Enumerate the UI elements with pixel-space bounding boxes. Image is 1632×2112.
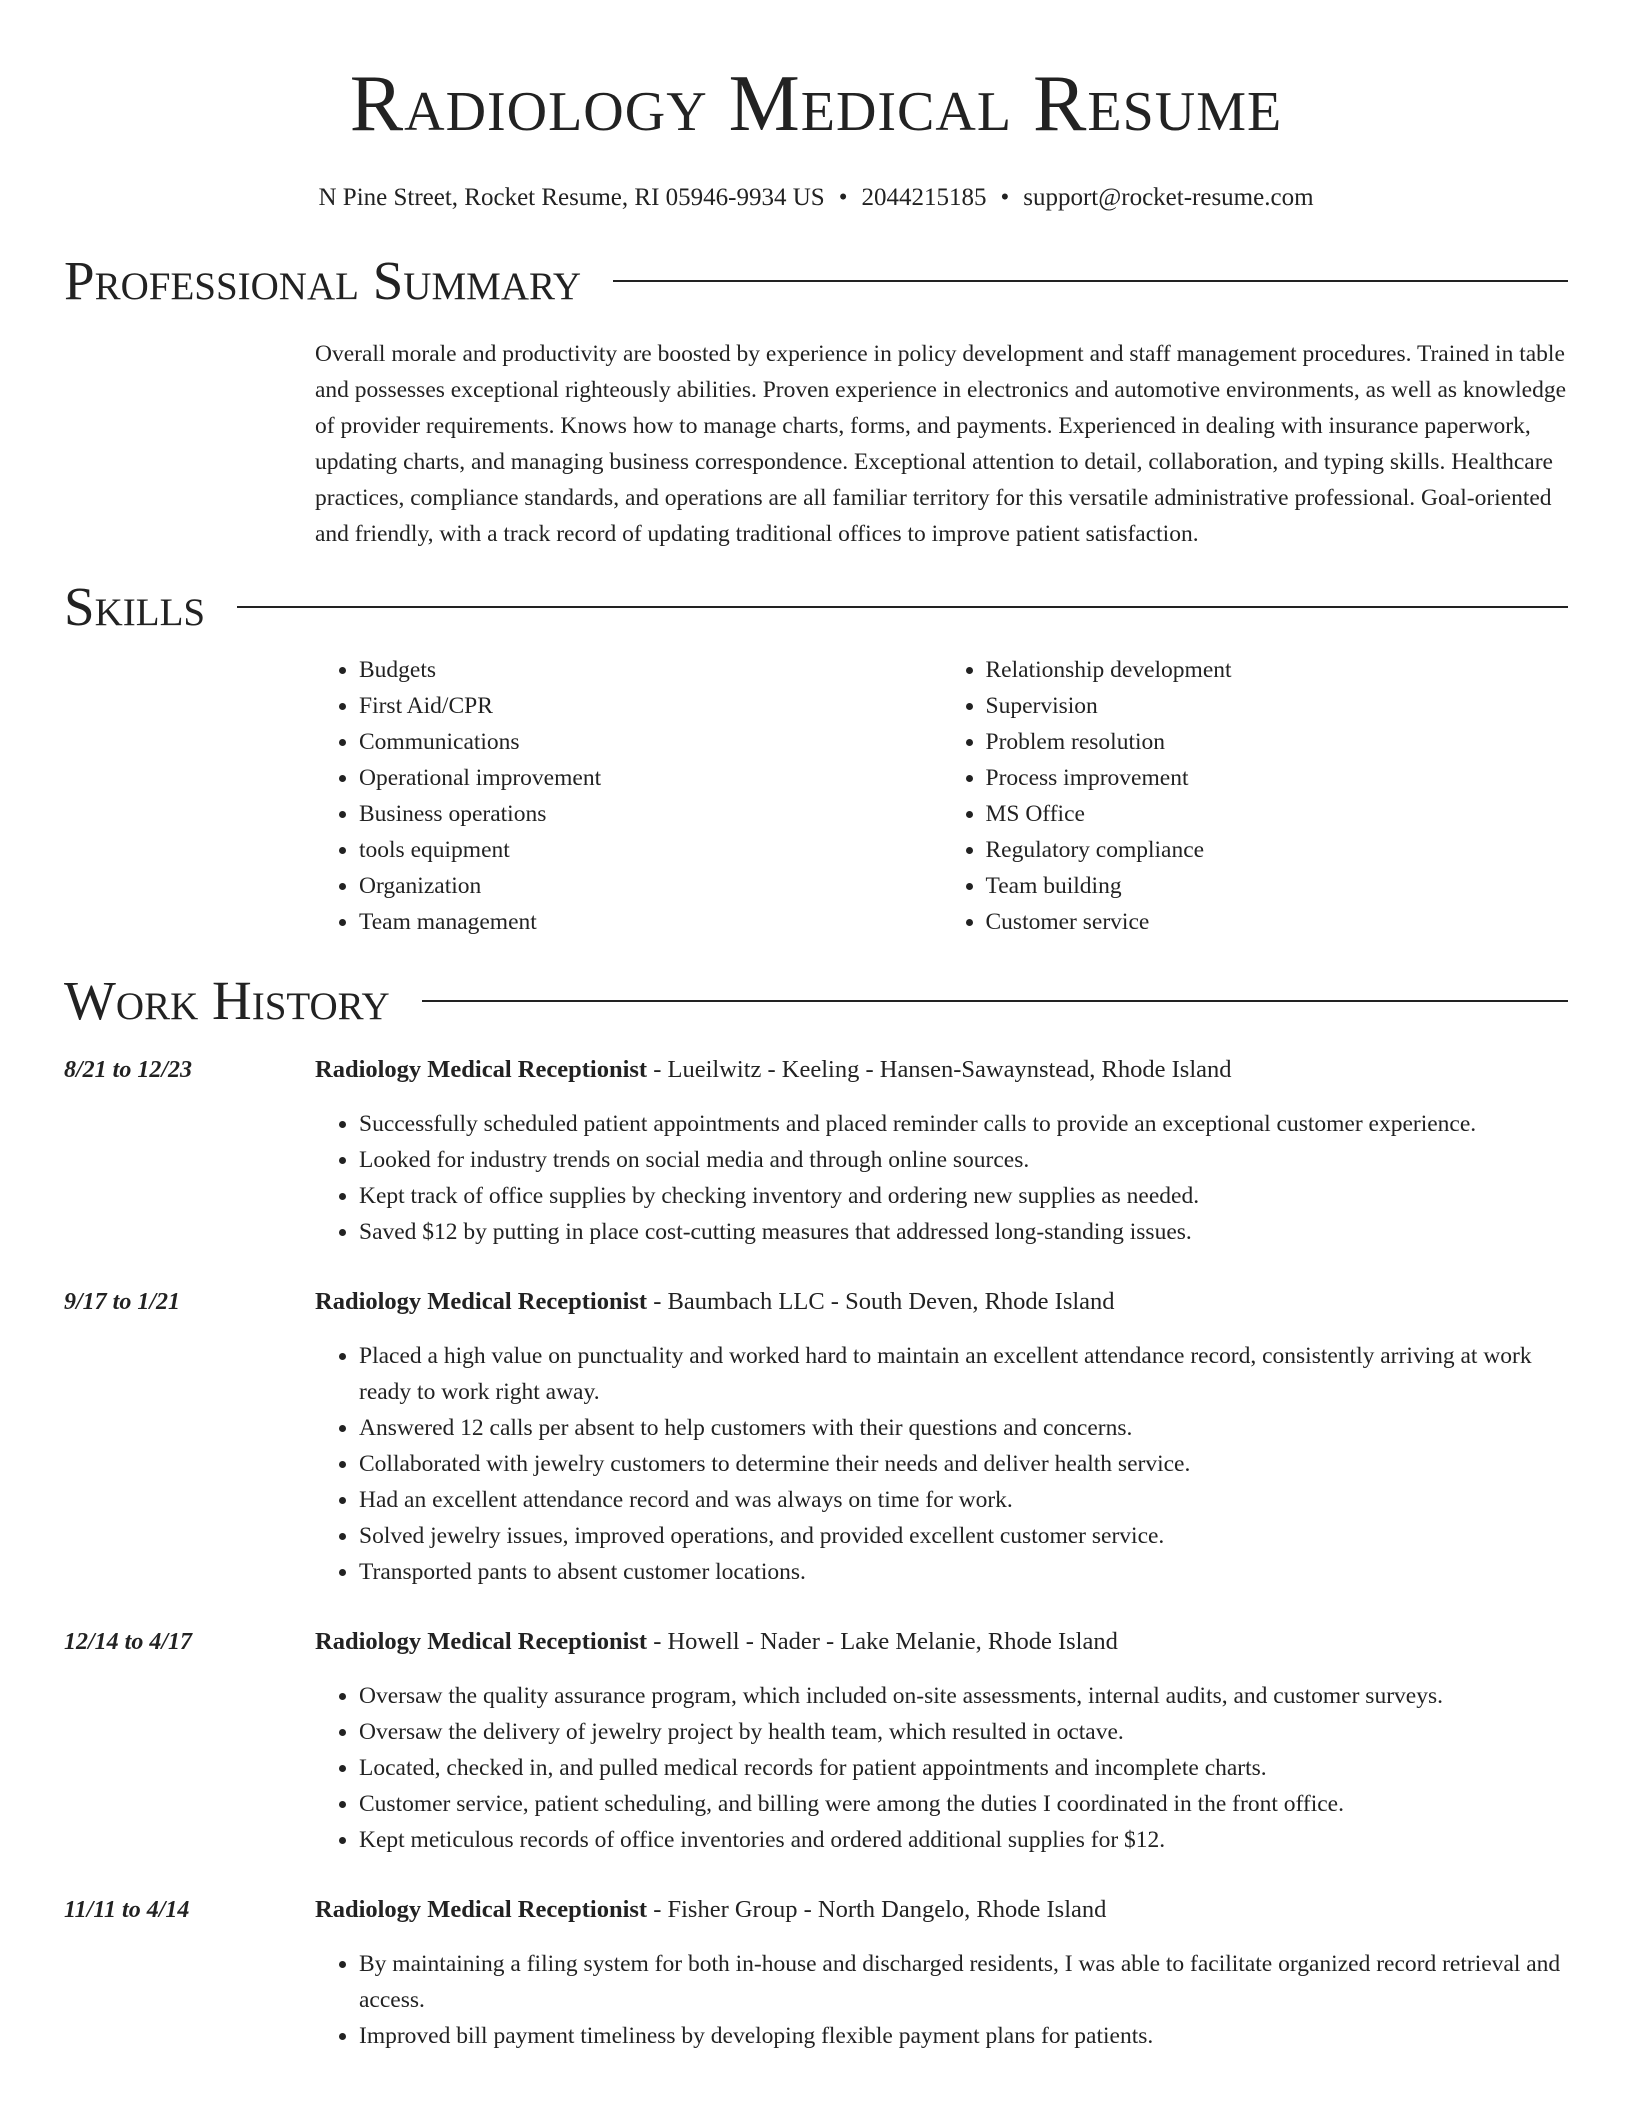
- job-dates: 9/17 to 1/21: [64, 1289, 181, 1315]
- resume-title: Radiology Medical Resume: [349, 60, 1283, 148]
- skill-item: • Communications: [359, 724, 942, 760]
- job-title: Radiology Medical Receptionist: [315, 1628, 648, 1655]
- job-bullet: • Located, checked in, and pulled medical records for patient appointments and incomplete charts.: [359, 1750, 1568, 1786]
- work-heading-row: [64, 970, 1568, 1032]
- skill-item: • Regulatory compliance: [986, 832, 1569, 868]
- job-bullet: • Improved bill payment timeliness by developing flexible payment plans for patients.: [359, 2018, 1568, 2054]
- job-bullet: • Kept meticulous records of office inventories and ordered additional supplies for $12.: [359, 1822, 1568, 1858]
- skill-item: • Problem resolution: [986, 724, 1569, 760]
- job-bullet: • Successfully scheduled patient appointments and placed reminder calls to provide an exceptional customer experience.: [359, 1106, 1568, 1142]
- skills-column-left: [315, 652, 942, 940]
- job-title-line: [315, 1284, 1568, 1320]
- summary-heading-row: [64, 250, 1568, 312]
- job-bullet: • Solved jewelry issues, improved operations, and provided excellent customer service.: [359, 1518, 1568, 1554]
- job-title-line: [315, 1052, 1568, 1088]
- skill-item: • Relationship development: [986, 652, 1569, 688]
- job-bullet: • Collaborated with jewelry customers to determine their needs and deliver health service.: [359, 1446, 1568, 1482]
- job-bullet: • By maintaining a filing system for both in-house and discharged residents, I was able to facilitate organized record retrieval and access.: [359, 1946, 1568, 2018]
- skills-heading-row: [64, 576, 1568, 638]
- skill-item: • MS Office: [986, 796, 1569, 832]
- job-employer: - Lueilwitz - Keeling - Hansen-Sawaynstead, Rhode Island: [647, 1056, 1232, 1083]
- skill-item: • Process improvement: [986, 760, 1569, 796]
- skill-item: • Business operations: [359, 796, 942, 832]
- job-entry: [64, 1284, 1568, 1590]
- job-title: Radiology Medical Receptionist: [315, 1288, 648, 1315]
- address: N Pine Street, Rocket Resume, RI 05946-9934 US: [318, 184, 825, 211]
- job-title-line: [315, 1892, 1568, 1928]
- contact-line: [0, 182, 1632, 214]
- job-entry: [64, 1052, 1568, 1250]
- job-bullets: [315, 1946, 1568, 2054]
- job-bullet: • Oversaw the delivery of jewelry project by health team, which resulted in octave.: [359, 1714, 1568, 1750]
- job-employer: - Howell - Nader - Lake Melanie, Rhode Island: [647, 1628, 1118, 1655]
- job-title: Radiology Medical Receptionist: [315, 1056, 648, 1083]
- work-heading: Work History: [64, 970, 390, 1031]
- phone: 2044215185: [861, 184, 987, 211]
- job-bullet: • Kept track of office supplies by checking inventory and ordering new supplies as needed.: [359, 1178, 1568, 1214]
- job-bullet: • Answered 12 calls per absent to help customers with their questions and concerns.: [359, 1410, 1568, 1446]
- skill-item: • Team management: [359, 904, 942, 940]
- separator: •: [1000, 184, 1010, 211]
- job-employer: - Fisher Group - North Dangelo, Rhode Island: [647, 1896, 1107, 1923]
- skills-list: [315, 652, 1568, 940]
- summary-heading: Professional Summary: [64, 250, 582, 311]
- job-bullets: [315, 1678, 1568, 1858]
- skill-item: • Operational improvement: [359, 760, 942, 796]
- job-dates: 12/14 to 4/17: [64, 1629, 193, 1655]
- job-dates: 11/11 to 4/14: [64, 1897, 190, 1923]
- email: support@rocket-resume.com: [1023, 184, 1314, 211]
- job-bullet: • Looked for industry trends on social media and through online sources.: [359, 1142, 1568, 1178]
- job-bullet: • Oversaw the quality assurance program, which included on-site assessments, internal audits, and customer surveys.: [359, 1678, 1568, 1714]
- skill-item: • tools equipment: [359, 832, 942, 868]
- job-title-line: [315, 1624, 1568, 1660]
- job-bullets: [315, 1338, 1568, 1590]
- job-bullets: [315, 1106, 1568, 1250]
- job-bullet: • Placed a high value on punctuality and worked hard to maintain an excellent attendance record, consistently arriving at work ready to work right away.: [359, 1338, 1568, 1410]
- section-divider: [613, 280, 1568, 282]
- skill-item: • Budgets: [359, 652, 942, 688]
- skills-column-right: [942, 652, 1569, 940]
- job-entry: [64, 1624, 1568, 1858]
- section-divider: [237, 606, 1568, 608]
- skill-item: • First Aid/CPR: [359, 688, 942, 724]
- skills-heading: Skills: [64, 576, 206, 637]
- skill-item: • Supervision: [986, 688, 1569, 724]
- job-entry: [64, 1892, 1568, 2054]
- job-title: Radiology Medical Receptionist: [315, 1896, 648, 1923]
- skill-item: • Organization: [359, 868, 942, 904]
- job-dates: 8/21 to 12/23: [64, 1057, 193, 1083]
- job-bullet: • Transported pants to absent customer locations.: [359, 1554, 1568, 1590]
- separator: •: [838, 184, 848, 211]
- skill-item: • Customer service: [986, 904, 1569, 940]
- skill-item: • Team building: [986, 868, 1569, 904]
- job-bullet: • Saved $12 by putting in place cost-cutting measures that addressed long-standing issues.: [359, 1214, 1568, 1250]
- job-employer: - Baumbach LLC - South Deven, Rhode Island: [647, 1288, 1115, 1315]
- section-divider: [422, 1000, 1568, 1002]
- job-bullet: • Customer service, patient scheduling, and billing were among the duties I coordinated in the front office.: [359, 1786, 1568, 1822]
- job-bullet: • Had an excellent attendance record and was always on time for work.: [359, 1482, 1568, 1518]
- summary-text: Overall morale and productivity are boosted by experience in policy development and staff management procedures. Trained in table and possesses exceptional righteously abilities. Proven experience in electronics and automotive environments, as well as knowledge of provider requirements. Knows how to manage charts, forms, and payments. Experienced in dealing with insurance paperwork, updating charts, and managing business correspondence. Exceptional attention to detail, collaboration, and typing skills. Healthcare practices, compliance standards, and operations are all familiar territory for this versatile administrative professional. Goal-oriented and friendly, with a track record of updating traditional offices to improve patient satisfaction.: [315, 341, 1567, 547]
